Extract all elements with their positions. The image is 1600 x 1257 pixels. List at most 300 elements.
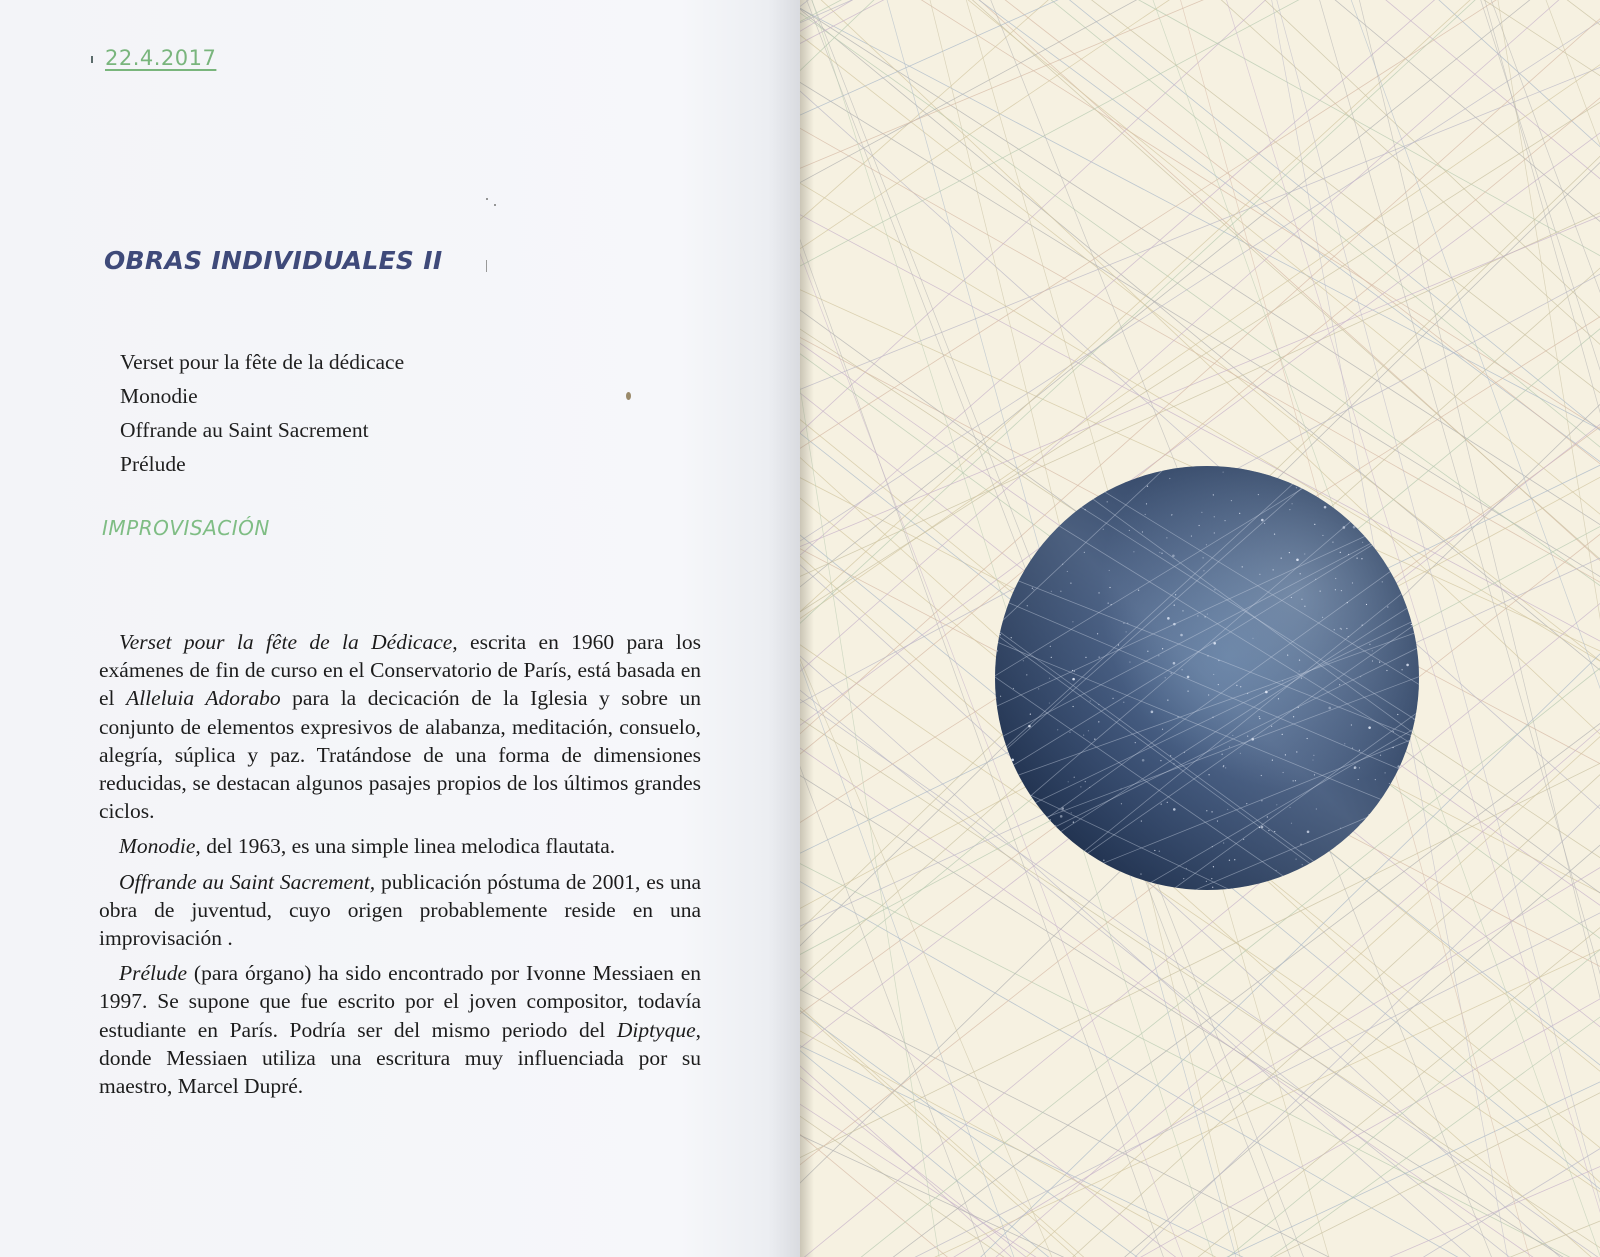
star <box>1334 629 1335 630</box>
star <box>1073 822 1074 823</box>
star <box>1405 882 1406 883</box>
star <box>1358 779 1359 780</box>
star <box>1242 566 1243 567</box>
star <box>1299 660 1300 661</box>
star <box>998 514 999 515</box>
star <box>1376 883 1377 884</box>
grid-line <box>800 0 1600 32</box>
star <box>1030 714 1031 715</box>
star <box>1359 750 1360 751</box>
star <box>1402 554 1403 555</box>
star <box>1225 767 1226 768</box>
star <box>1343 867 1344 868</box>
star <box>1349 495 1350 496</box>
grid-line <box>950 972 1460 1243</box>
star <box>1160 760 1161 761</box>
star <box>1402 759 1405 762</box>
star <box>1355 481 1356 482</box>
star <box>1011 637 1012 638</box>
star <box>1384 489 1385 490</box>
star <box>1412 810 1413 811</box>
star <box>1283 772 1284 773</box>
star <box>1084 494 1085 495</box>
star <box>1000 634 1001 635</box>
star <box>1289 807 1290 808</box>
star <box>1366 604 1367 605</box>
star <box>1372 650 1373 651</box>
star <box>1098 721 1099 722</box>
work-item: Verset pour la fête de la dédicace <box>120 350 405 374</box>
star <box>1021 512 1022 513</box>
star <box>1115 883 1116 884</box>
star <box>1212 887 1213 888</box>
grid-line <box>800 853 1600 1257</box>
star <box>1352 582 1353 583</box>
star <box>1183 878 1184 879</box>
star <box>1302 864 1303 865</box>
star <box>1258 494 1259 495</box>
star <box>1032 588 1033 589</box>
star <box>1038 688 1039 689</box>
star <box>1269 884 1270 885</box>
star <box>1272 760 1273 761</box>
star <box>1129 661 1130 662</box>
star <box>1320 591 1321 592</box>
work-title: Diptyque <box>616 1017 696 1042</box>
star <box>1174 605 1175 606</box>
star <box>1300 844 1301 845</box>
star <box>1154 850 1155 851</box>
star <box>1360 824 1361 825</box>
star <box>1314 524 1315 525</box>
star <box>1147 651 1148 652</box>
star <box>1394 533 1395 534</box>
star <box>1375 779 1376 780</box>
star <box>1159 851 1160 852</box>
star <box>1165 677 1166 678</box>
star <box>1109 570 1110 571</box>
star <box>1379 662 1380 663</box>
star <box>1387 606 1388 607</box>
star <box>1107 501 1108 502</box>
star <box>996 814 997 815</box>
star <box>1291 823 1292 824</box>
crosshatch-illustration <box>800 0 1600 1257</box>
right-page <box>800 0 1600 1257</box>
star <box>1338 466 1339 467</box>
grid-line <box>800 0 1600 32</box>
dust-speck <box>626 392 631 400</box>
star <box>999 809 1000 810</box>
star <box>1214 532 1215 533</box>
star <box>1217 820 1218 821</box>
star <box>1231 500 1232 501</box>
star <box>1351 724 1352 725</box>
star <box>1401 838 1402 839</box>
star <box>1335 589 1336 590</box>
star <box>1337 881 1338 882</box>
works-list <box>120 345 404 481</box>
work-item: Monodie <box>120 384 198 408</box>
star <box>1207 613 1208 614</box>
star <box>1051 657 1052 658</box>
section-heading: OBRAS INDIVIDUALES II <box>104 246 443 275</box>
star <box>1368 726 1371 729</box>
star <box>1057 876 1058 877</box>
star <box>1151 711 1154 714</box>
grid-line <box>800 1002 1600 1257</box>
star <box>1208 774 1209 775</box>
star <box>1071 812 1072 813</box>
star <box>1202 557 1203 558</box>
star <box>1281 558 1282 559</box>
star <box>1080 786 1081 787</box>
star <box>1389 783 1390 784</box>
star <box>1218 684 1219 685</box>
star <box>1337 845 1338 846</box>
star <box>1229 860 1230 861</box>
star <box>1141 820 1142 821</box>
grid-line <box>950 104 1460 459</box>
grid-line <box>800 0 1600 451</box>
note-paragraph: Offrande au Saint Sacrement, publicación póstuma de 2001, es una obra de juventud, cuyo origen probablemente reside en una improvisación . <box>99 869 702 951</box>
star <box>1084 552 1085 553</box>
dust-speck <box>494 204 496 206</box>
star <box>1236 685 1237 686</box>
grid-line <box>800 856 1600 1257</box>
star <box>1180 634 1183 637</box>
star <box>1328 707 1331 710</box>
star <box>1239 513 1240 514</box>
star <box>1287 654 1288 655</box>
star <box>1004 859 1005 860</box>
star <box>1240 686 1241 687</box>
star <box>1000 873 1003 876</box>
star <box>1044 480 1045 481</box>
star <box>995 517 996 518</box>
star <box>1206 881 1207 882</box>
star <box>1354 844 1355 845</box>
star <box>1246 803 1247 804</box>
star <box>1409 560 1410 561</box>
star <box>1376 822 1377 823</box>
star <box>1070 583 1071 584</box>
star <box>1072 621 1073 622</box>
star <box>1073 706 1074 707</box>
star <box>1227 809 1228 810</box>
star <box>1247 735 1248 736</box>
star <box>1307 831 1310 834</box>
star <box>1060 815 1063 818</box>
star <box>1378 867 1379 868</box>
star <box>1293 716 1294 717</box>
star <box>1273 569 1274 570</box>
star <box>1010 564 1011 565</box>
star <box>1082 489 1083 490</box>
star <box>1354 878 1355 879</box>
star <box>1315 886 1316 887</box>
star <box>1234 859 1235 860</box>
star <box>1295 780 1296 781</box>
star <box>1081 469 1082 470</box>
star <box>1361 558 1362 559</box>
star <box>1123 702 1124 703</box>
star <box>1289 509 1290 510</box>
star <box>1161 553 1162 554</box>
star <box>1291 597 1292 598</box>
star <box>1397 765 1400 768</box>
star <box>1229 746 1230 747</box>
star <box>1417 547 1418 548</box>
grid-line <box>800 1073 1600 1257</box>
star <box>1161 803 1162 804</box>
star <box>1197 615 1198 616</box>
star <box>1074 777 1075 778</box>
star <box>1213 674 1214 675</box>
star <box>1085 781 1086 782</box>
star <box>1264 523 1265 524</box>
star <box>1006 565 1007 566</box>
star <box>1261 775 1262 776</box>
star <box>1135 742 1136 743</box>
star <box>1214 516 1215 517</box>
star <box>1335 578 1336 579</box>
star <box>1182 610 1183 611</box>
star <box>1252 638 1253 639</box>
star <box>1232 735 1233 736</box>
star <box>1271 726 1272 727</box>
star <box>1133 551 1134 552</box>
star <box>1397 509 1398 510</box>
star <box>1033 589 1034 590</box>
work-title: Verset pour la fête de la Dédicace, <box>119 630 458 654</box>
star <box>1381 475 1382 476</box>
work-item: Prélude <box>120 452 186 476</box>
star <box>1344 743 1345 744</box>
grid-line <box>1479 0 1600 1257</box>
star <box>1406 664 1409 667</box>
grid-line <box>800 1213 1600 1257</box>
star <box>1278 698 1279 699</box>
star <box>1259 716 1260 717</box>
star <box>1274 533 1275 534</box>
star <box>1397 714 1398 715</box>
star <box>1222 754 1223 755</box>
star <box>1103 529 1104 530</box>
star <box>1341 628 1342 629</box>
star <box>1346 628 1347 629</box>
star <box>1296 558 1299 561</box>
grid-line <box>800 0 1600 89</box>
star <box>1162 729 1163 730</box>
grid-line <box>800 0 1600 537</box>
star <box>1314 774 1315 775</box>
star <box>1359 767 1360 768</box>
star <box>1027 605 1028 606</box>
star <box>1011 759 1014 762</box>
star <box>1051 591 1052 592</box>
work-title: Prélude <box>119 961 188 986</box>
star <box>1094 739 1095 740</box>
star <box>1340 628 1341 629</box>
star <box>1282 734 1283 735</box>
star <box>1276 804 1277 805</box>
star <box>1206 544 1207 545</box>
star <box>1224 520 1225 521</box>
star <box>1321 497 1322 498</box>
concert-date: 22.4.2017 <box>105 46 217 70</box>
star <box>1301 599 1302 600</box>
star <box>1382 522 1383 523</box>
star <box>1072 678 1075 681</box>
grid-line <box>800 0 1600 22</box>
star <box>1386 670 1387 671</box>
star <box>1109 587 1110 588</box>
grid-line <box>800 0 1600 177</box>
star <box>1211 878 1212 879</box>
star <box>1312 759 1313 760</box>
star <box>1304 553 1305 554</box>
star <box>1300 573 1301 574</box>
star <box>1309 474 1310 475</box>
star <box>1050 819 1051 820</box>
star <box>1055 825 1056 826</box>
star <box>1268 830 1269 831</box>
star <box>1313 755 1314 756</box>
star <box>1295 859 1296 860</box>
star <box>1090 700 1091 701</box>
star <box>1274 831 1275 832</box>
star <box>1091 467 1094 470</box>
star <box>1316 808 1317 809</box>
star <box>1167 700 1168 701</box>
star <box>1353 526 1356 529</box>
star <box>1041 543 1042 544</box>
star <box>1382 539 1383 540</box>
star <box>1166 537 1167 538</box>
star <box>1013 583 1014 584</box>
star <box>1138 590 1139 591</box>
grid-line <box>800 0 1600 447</box>
star <box>1142 531 1143 532</box>
program-notes <box>99 628 701 1107</box>
grid-line <box>800 0 1600 43</box>
star <box>1069 732 1070 733</box>
star <box>1206 810 1207 811</box>
star <box>1343 488 1344 489</box>
star <box>1128 879 1129 880</box>
star <box>1261 519 1264 522</box>
star <box>1007 854 1008 855</box>
dust-speck <box>486 260 487 272</box>
star <box>1199 525 1200 526</box>
star <box>1362 542 1363 543</box>
star <box>1411 624 1412 625</box>
star <box>1392 566 1395 569</box>
star <box>1213 866 1214 867</box>
star <box>1019 569 1020 570</box>
star <box>1267 816 1268 817</box>
star <box>1285 754 1286 755</box>
star <box>1305 465 1306 466</box>
star <box>1060 591 1061 592</box>
star <box>1169 478 1170 479</box>
star <box>1419 728 1420 729</box>
star <box>1372 660 1373 661</box>
star <box>1013 688 1014 689</box>
work-title: Monodie, <box>119 834 201 859</box>
grid-line <box>800 1136 1600 1257</box>
star <box>1261 800 1262 801</box>
scan-mark <box>91 56 93 63</box>
star <box>1121 803 1122 804</box>
star <box>1341 590 1342 591</box>
star <box>1296 751 1297 752</box>
gutter-shadow <box>800 0 814 1257</box>
star <box>1368 814 1369 815</box>
star <box>1401 669 1402 670</box>
grid-line <box>800 0 1600 54</box>
star <box>1140 873 1141 874</box>
star <box>1098 592 1099 593</box>
star <box>1223 472 1224 473</box>
grid-line <box>950 1063 1460 1257</box>
star <box>1175 594 1176 595</box>
star <box>1211 811 1212 812</box>
note-paragraph: Prélude (para órgano) ha sido encontrado por Ivonne Messiaen en 1997. Se supone que fue escrito por el joven compositor, todavía estudiante en París. Podría ser del mismo periodo del Diptyque, donde Messiaen utiliza una escritura muy influenciada por su maestro, Marcel Dupré. <box>99 961 701 1099</box>
grid-line <box>800 0 1600 442</box>
star <box>1171 514 1172 515</box>
work-title: Offrande au Saint Sacrement, <box>119 869 376 894</box>
star <box>1145 514 1146 515</box>
star <box>1042 533 1043 534</box>
star <box>1312 874 1313 875</box>
grid-line <box>800 0 1600 90</box>
star <box>1126 631 1127 632</box>
star <box>1364 527 1365 528</box>
star <box>1208 694 1209 695</box>
star <box>1293 780 1294 781</box>
star <box>1354 768 1355 769</box>
star <box>1322 617 1323 618</box>
star <box>1158 655 1159 656</box>
star <box>1108 603 1109 604</box>
star <box>1372 533 1373 534</box>
star <box>1027 518 1028 519</box>
star <box>1289 552 1290 553</box>
star <box>1411 884 1412 885</box>
star <box>1057 729 1058 730</box>
star <box>1181 669 1182 670</box>
star <box>1103 860 1104 861</box>
star <box>1214 589 1215 590</box>
star <box>1000 696 1001 697</box>
star <box>1201 512 1202 513</box>
grid-line <box>800 0 1600 363</box>
star <box>1167 802 1168 803</box>
star <box>1007 595 1008 596</box>
star <box>1362 507 1363 508</box>
star <box>1173 808 1176 811</box>
star <box>1147 486 1148 487</box>
star <box>1146 503 1147 504</box>
star <box>1049 678 1050 679</box>
star <box>1240 753 1241 754</box>
star <box>1324 506 1327 509</box>
star <box>1006 784 1007 785</box>
star <box>1223 842 1224 843</box>
star <box>1292 503 1293 504</box>
